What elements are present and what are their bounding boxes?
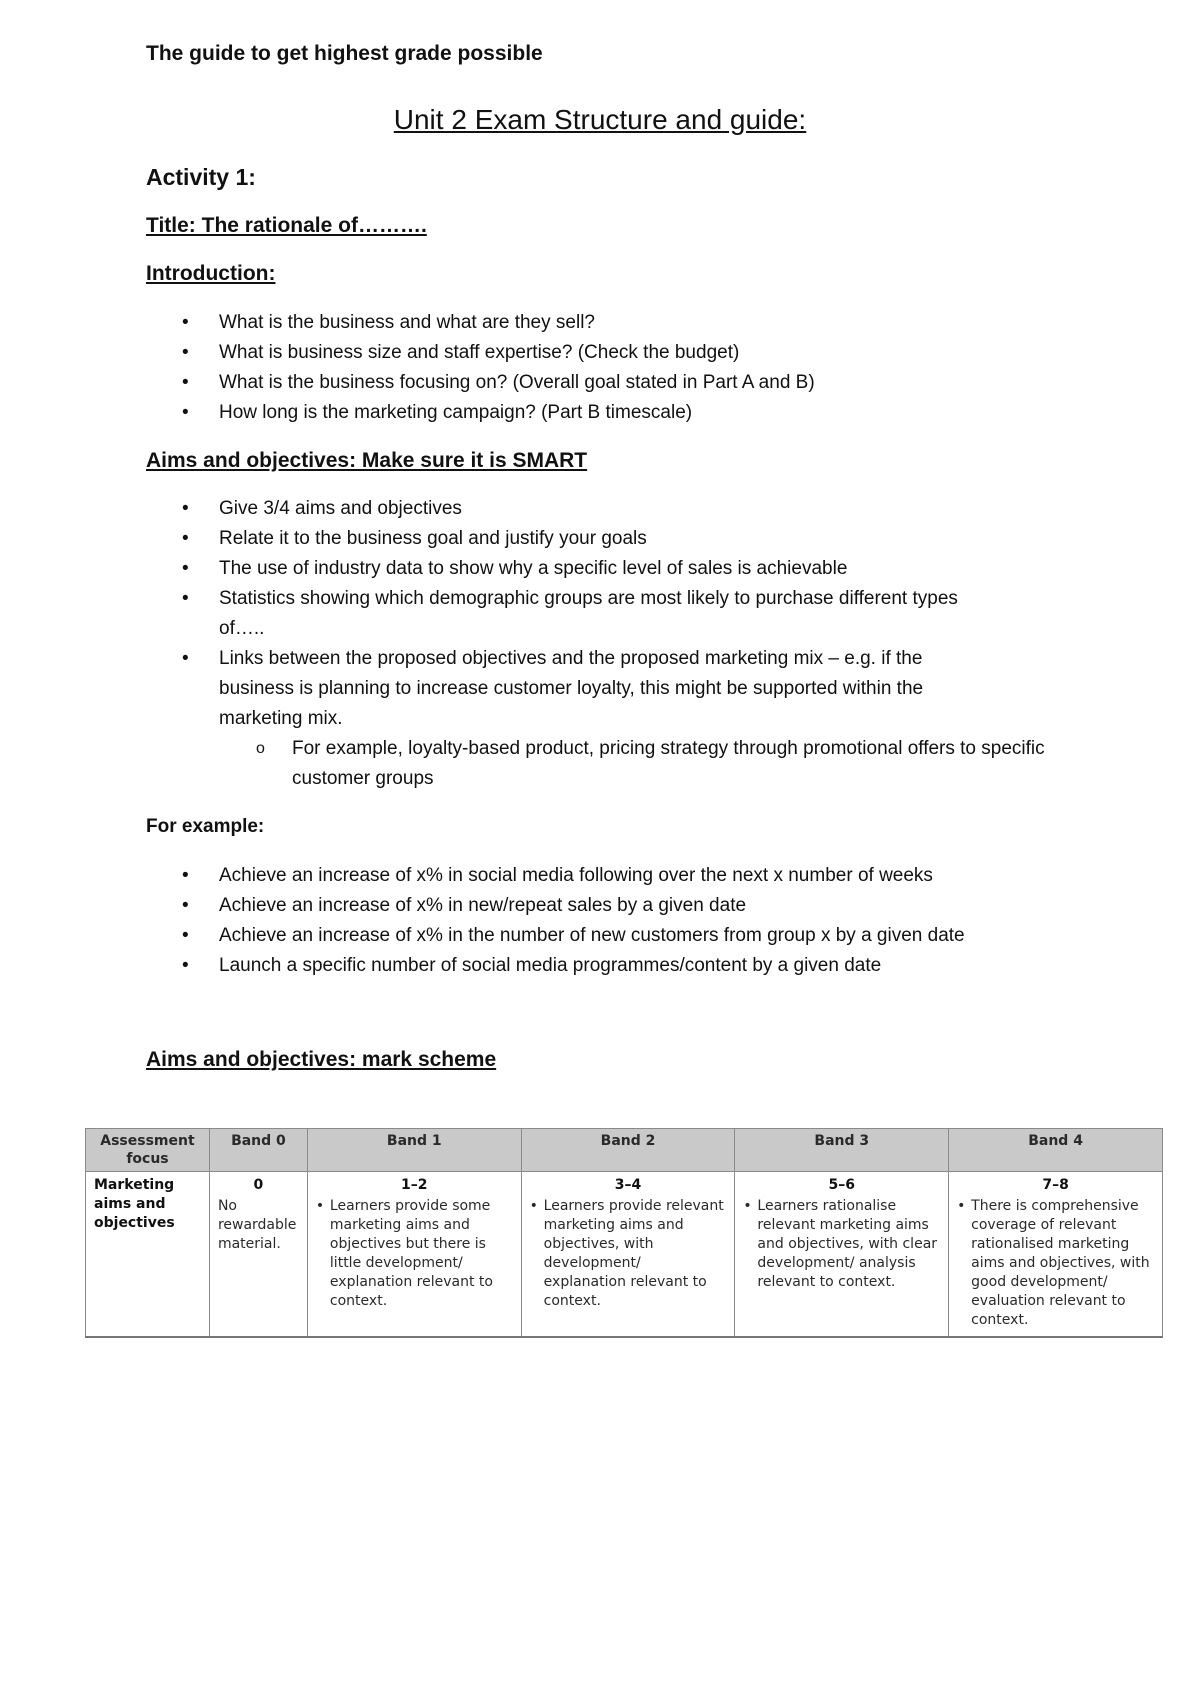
for-example-label: For example: [146, 816, 265, 837]
aims-list [146, 494, 1046, 794]
table-header-cell: Band 2 [521, 1129, 735, 1172]
list-item: • What is business size and staff expertise? (Check the budget) [146, 338, 1046, 368]
band-marks: 0 [253, 1177, 264, 1193]
table-header-cell: Band 4 [949, 1129, 1163, 1172]
list-item: • Achieve an increase of x% in the number of new customers from group x by a given date [146, 921, 1046, 951]
band-description: • Learners rationalise relevant marketing aims and objectives, with clear development/ analysis relevant to context. [743, 1197, 940, 1292]
table-row [86, 1172, 1163, 1338]
sub-list-item: o For example, loyalty-based product, pricing strategy through promotional offers to specific customer groups [146, 734, 1046, 794]
title-line: Title: The rationale of………. [146, 214, 427, 237]
mark-scheme-heading [146, 1048, 496, 1072]
band-1-cell [307, 1172, 521, 1338]
band-marks: 5–6 [828, 1177, 856, 1193]
mark-scheme-table [85, 1128, 1163, 1338]
band-2-cell [521, 1172, 735, 1338]
table-header-cell: Assessment focus [86, 1129, 210, 1172]
mark-scheme-heading-underlined: Aims and objectives: [146, 1048, 362, 1071]
list-item: • Links between the proposed objectives and the proposed marketing mix – e.g. if the business is planning to increase customer loyalty, this might be supported within the marketing mix. [146, 644, 1046, 734]
list-item: • Give 3/4 aims and objectives [146, 494, 1046, 524]
page-title: Unit 2 Exam Structure and guide: [393, 104, 807, 135]
aims-heading: Aims and objectives: Make sure it is SMART [146, 449, 588, 472]
aims-sub-list [146, 734, 1046, 794]
table-header-cell: Band 3 [735, 1129, 949, 1172]
list-item: • Statistics showing which demographic groups are most likely to purchase different types of….. [146, 584, 1046, 644]
band-3-cell [735, 1172, 949, 1338]
band-description: • Learners provide some marketing aims and objectives but there is little development/ explanation relevant to context. [316, 1197, 513, 1311]
band-description: No rewardable material. [217, 1198, 297, 1252]
band-marks: 7–8 [1042, 1177, 1069, 1193]
band-4-cell [949, 1172, 1163, 1338]
activity-heading: Activity 1: [146, 164, 256, 190]
assessment-focus-cell: Marketing aims and objectives [86, 1172, 210, 1338]
header-note: The guide to get highest grade possible [146, 42, 543, 65]
list-item: • Achieve an increase of x% in new/repeat sales by a given date [146, 891, 1046, 921]
list-item: • What is the business focusing on? (Overall goal stated in Part A and B) [146, 368, 1046, 398]
list-item: • The use of industry data to show why a specific level of sales is achievable [146, 554, 1046, 584]
introduction-list [146, 308, 1046, 428]
band-description: • There is comprehensive coverage of relevant rationalised marketing aims and objectives, with good development/ evaluation relevant to context. [957, 1197, 1154, 1330]
table-header-cell: Band 0 [209, 1129, 307, 1172]
introduction-heading: Introduction: [146, 262, 276, 285]
mark-scheme-heading-plain: mark scheme [361, 1048, 497, 1071]
sub-list-container [146, 734, 1046, 794]
table-header-cell: Band 1 [307, 1129, 521, 1172]
list-item: • How long is the marketing campaign? (Part B timescale) [146, 398, 1046, 428]
table-header-row [86, 1129, 1163, 1172]
list-item: • Achieve an increase of x% in social media following over the next x number of weeks [146, 861, 1046, 891]
band-0-cell [209, 1172, 307, 1338]
band-description: • Learners provide relevant marketing aims and objectives, with development/ explanation relevant to context. [530, 1197, 727, 1311]
example-list [146, 861, 1046, 981]
band-marks: 1–2 [401, 1177, 428, 1193]
list-item: • What is the business and what are they sell? [146, 308, 1046, 338]
list-item: • Relate it to the business goal and justify your goals [146, 524, 1046, 554]
list-item: • Launch a specific number of social media programmes/content by a given date [146, 951, 1046, 981]
band-marks: 3–4 [614, 1177, 642, 1193]
